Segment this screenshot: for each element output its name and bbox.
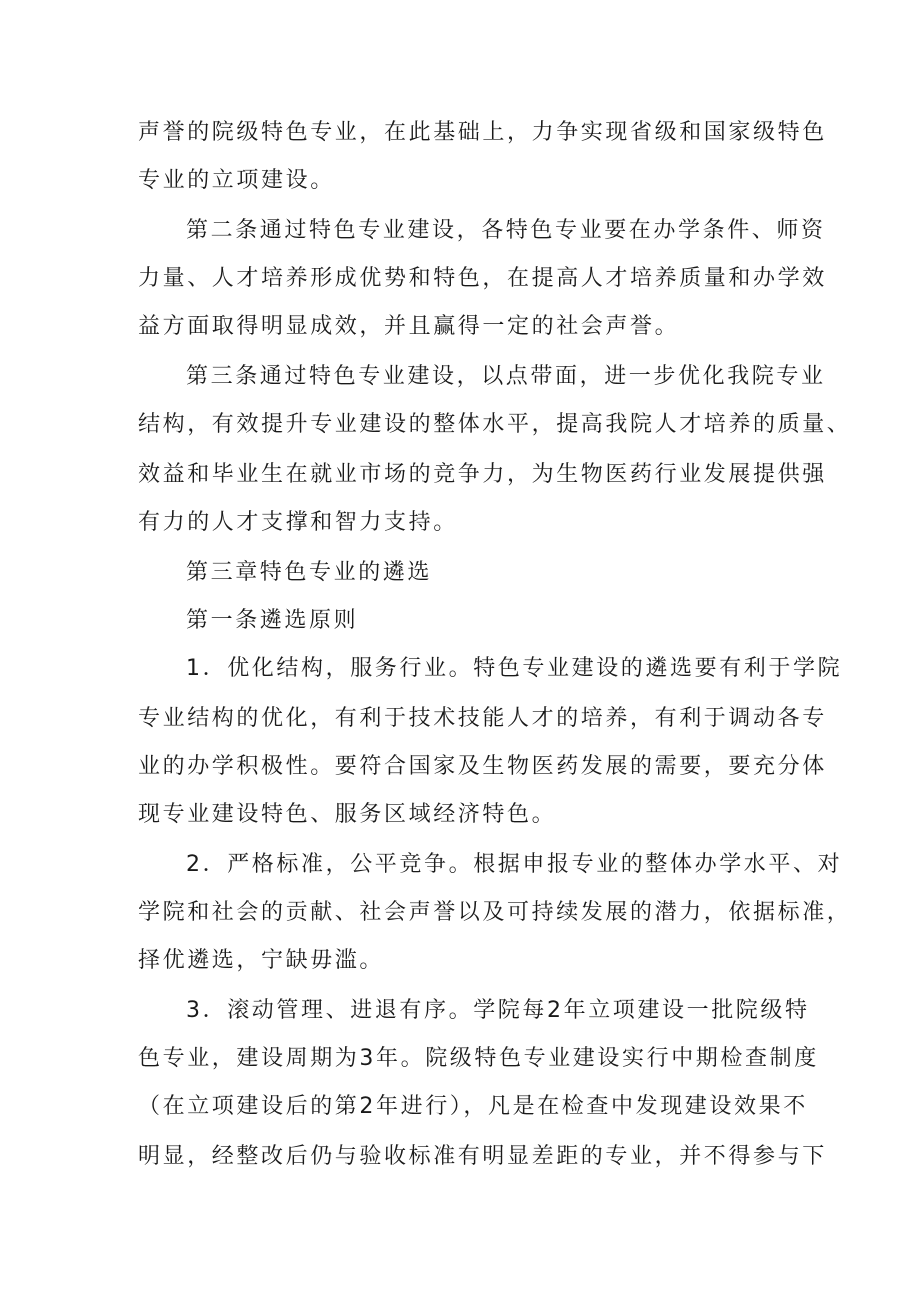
article-heading: 第一条遴选原则 [186,608,359,633]
text-line: 色专业，建设周期为3年。院级特色专业建设实行中期检查制度 [138,1046,819,1071]
text-line: 业的办学积极性。要符合国家及生物医药发展的需要，要充分体 [138,754,827,779]
text-line: 2．严格标准，公平竞争。根据申报专业的整体办学水平、对 [186,852,843,877]
text-line: 有力的人才支撑和智力支持。 [138,510,458,535]
text-line: 1．优化结构，服务行业。特色专业建设的遴选要有利于学院 [186,656,843,681]
text-line: 专业结构的优化，有利于技术技能人才的培养，有利于调动各专 [138,706,827,731]
text-line: 学院和社会的贡献、社会声誉以及可持续发展的潜力，依据标准， [138,900,852,925]
text-line: （在立项建设后的第2年进行），凡是在检查中发现建设效果不 [138,1094,808,1119]
text-line: 第三条通过特色专业建设，以点带面，进一步优化我院专业 [186,364,826,389]
text-line: 专业的立项建设。 [138,168,335,193]
text-line: 益方面取得明显成效，并且赢得一定的社会声誉。 [138,314,680,339]
text-line: 3．滚动管理、进退有序。学院每2年立项建设一批院级特 [186,998,810,1023]
text-line: 效益和毕业生在就业市场的竞争力，为生物医药行业发展提供强 [138,462,827,487]
text-line: 声誉的院级特色专业，在此基础上，力争实现省级和国家级特色 [138,120,827,145]
text-line: 结构，有效提升专业建设的整体水平，提高我院人才培养的质量、 [138,412,852,437]
text-line: 现专业建设特色、服务区域经济特色。 [138,802,557,827]
text-line: 第二条通过特色专业建设，各特色专业要在办学条件、师资 [186,218,826,243]
text-line: 择优遴选，宁缺毋滥。 [138,948,385,973]
text-line: 力量、人才培养形成优势和特色，在提高人才培养质量和办学效 [138,266,827,291]
chapter-heading: 第三章特色专业的遴选 [186,560,433,585]
text-line: 明显，经整改后仍与验收标准有明显差距的专业，并不得参与下 [138,1144,827,1169]
